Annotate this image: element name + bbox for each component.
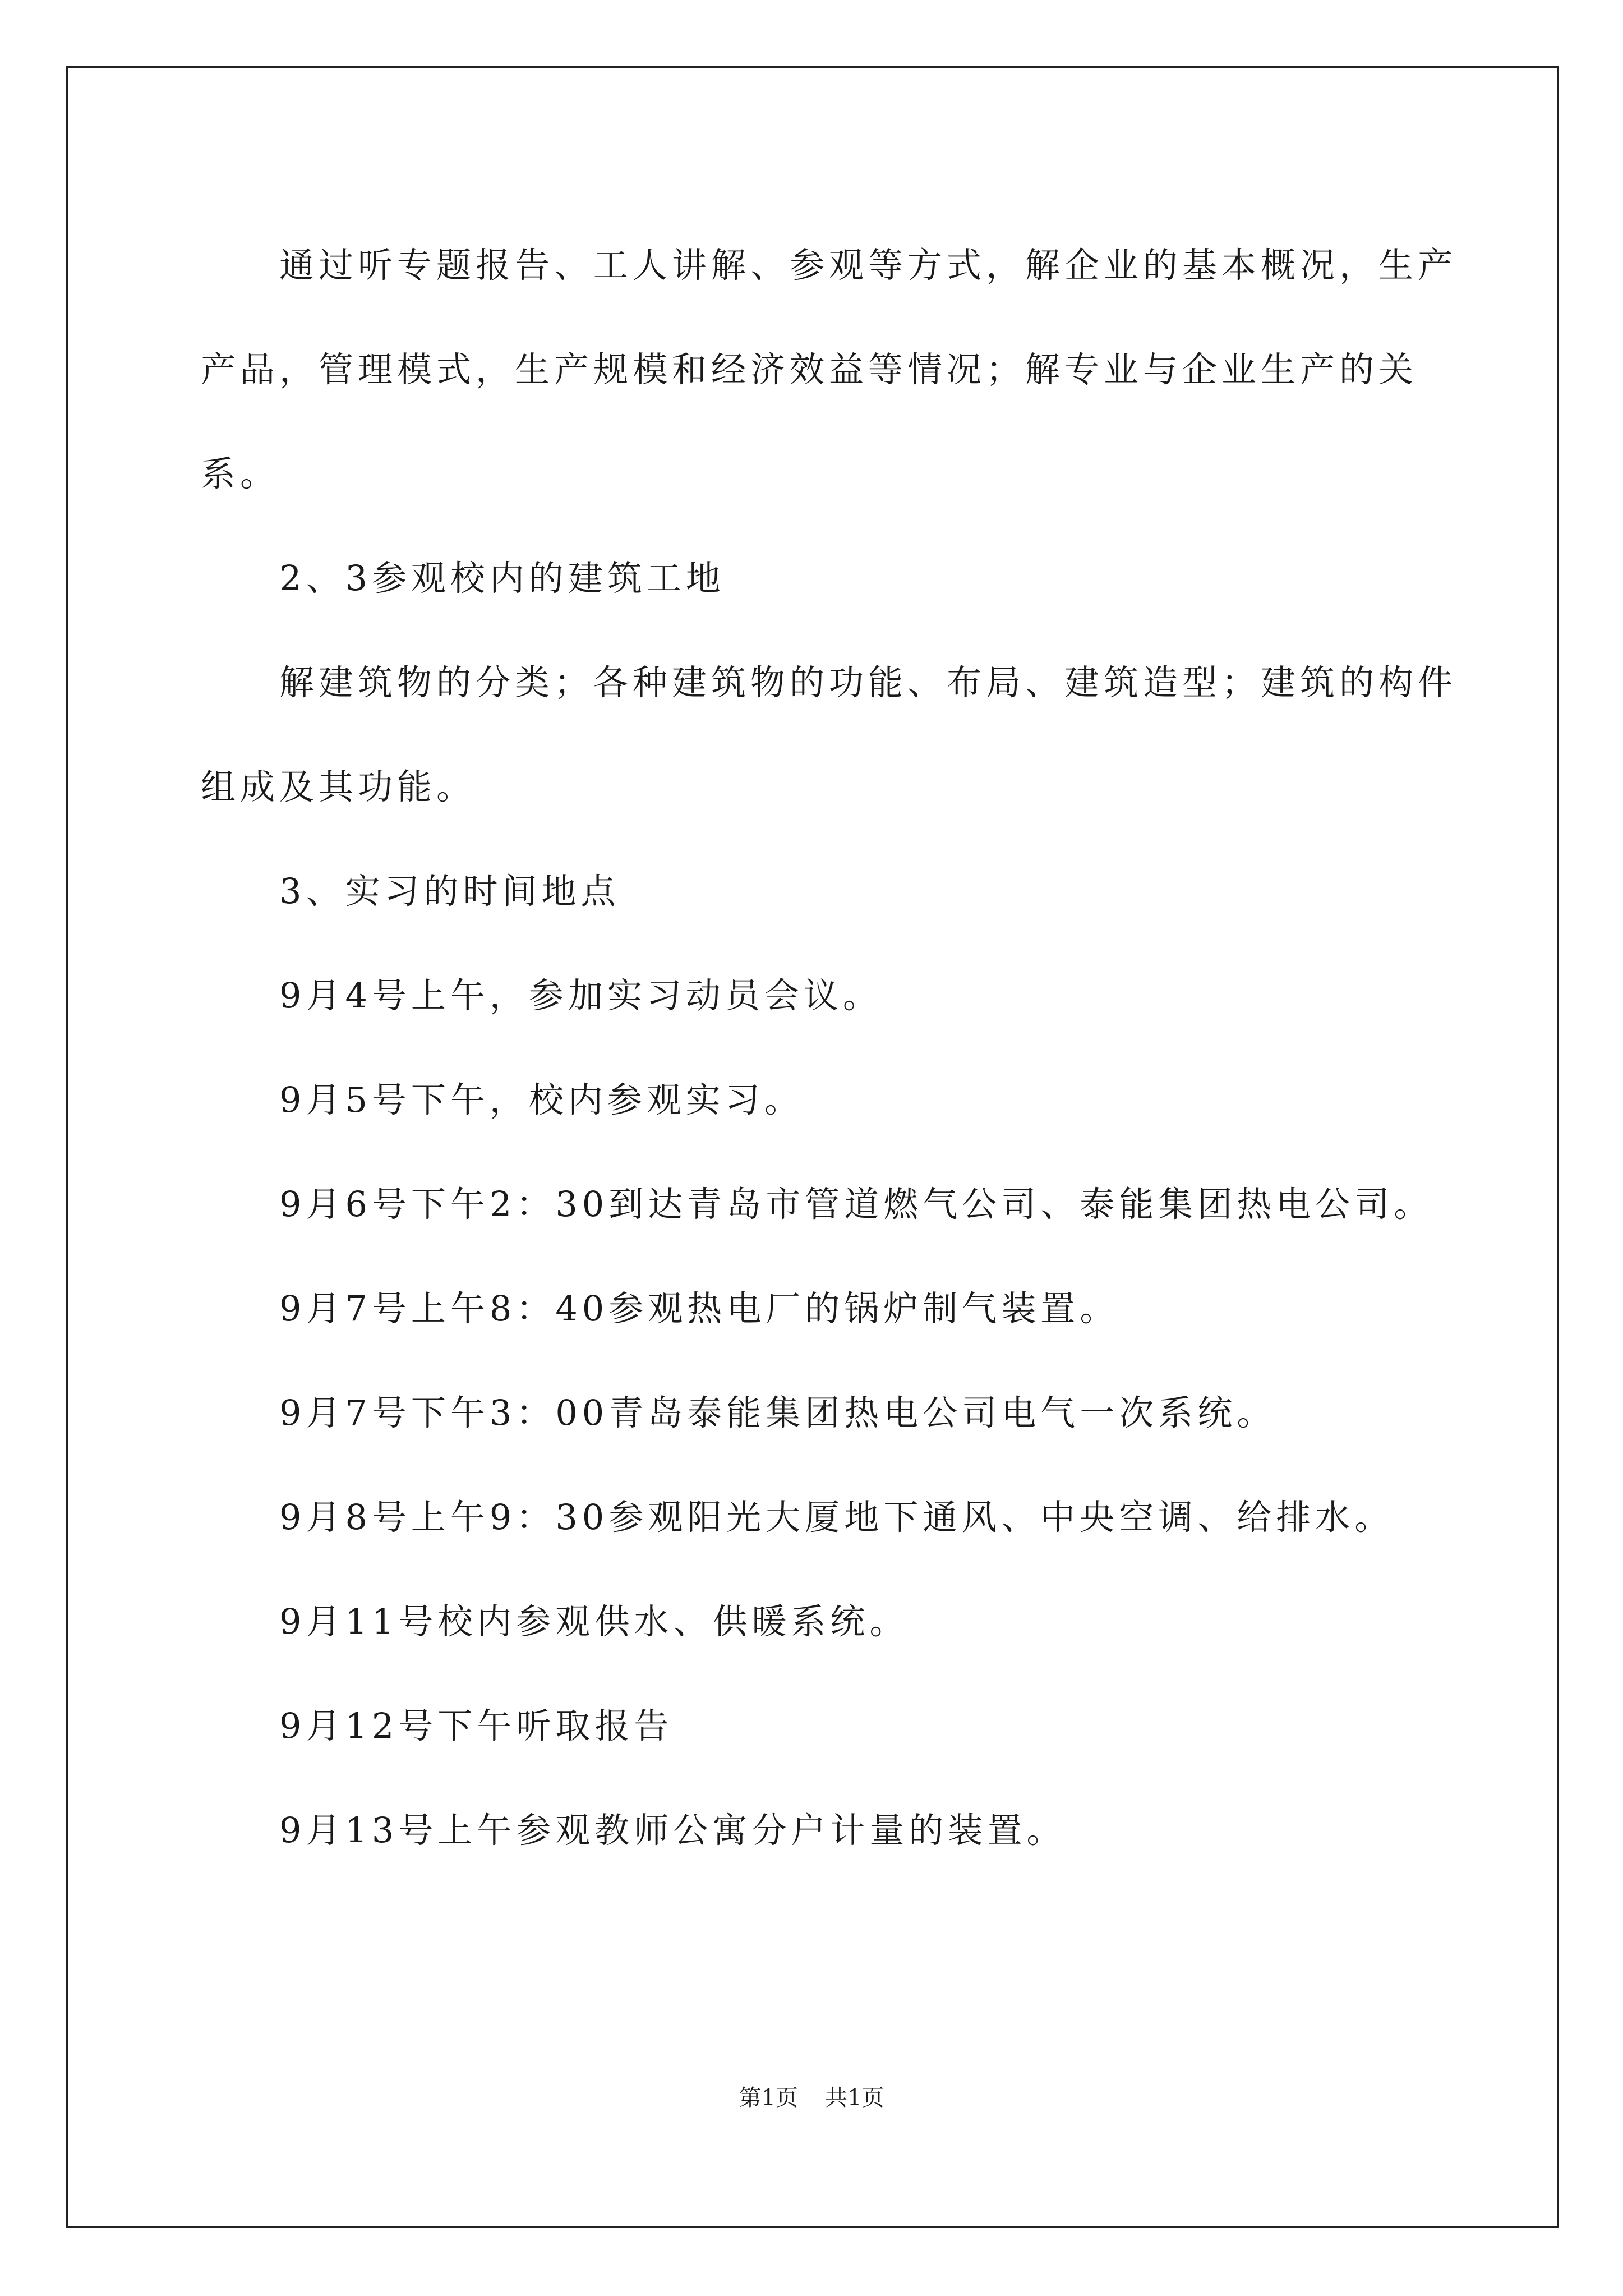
schedule-item: 9月11号校内参观供水、供暖系统。	[279, 1601, 909, 1642]
total-pages-label: 共1页	[825, 2085, 884, 2111]
schedule-item: 9月7号下午3：00青岛泰能集团热电公司电气一次系统。	[279, 1392, 1276, 1433]
page-footer	[0, 2081, 1623, 2115]
schedule-item: 9月7号上午8：40参观热电厂的锅炉制气装置。	[279, 1288, 1119, 1329]
current-page-label: 第1页	[739, 2085, 798, 2111]
schedule-item: 9月4号上午，参加实习动员会议。	[279, 975, 882, 1016]
schedule-item: 9月13号上午参观教师公寓分户计量的装置。	[279, 1810, 1066, 1851]
schedule-item: 9月5号下午，校内参观实习。	[279, 1079, 804, 1120]
document-body	[201, 213, 1457, 1883]
paragraph: 通过听专题报告、工人讲解、参观等方式，解企业的基本概况，生产产品，管理模式，生产规模和经济效益等情况；解专业与企业生产的关系。	[201, 245, 1458, 494]
section-heading: 2、3参观校内的建筑工地	[279, 558, 725, 599]
schedule-item: 9月6号下午2：30到达青岛市管道燃气公司、泰能集团热电公司。	[279, 1184, 1433, 1225]
schedule-item: 9月12号下午听取报告	[279, 1705, 674, 1746]
schedule-item: 9月8号上午9：30参观阳光大厦地下通风、中央空调、给排水。	[279, 1497, 1394, 1538]
paragraph: 解建筑物的分类；各种建筑物的功能、布局、建筑造型；建筑的构件组成及其功能。	[201, 662, 1458, 807]
section-heading: 3、实习的时间地点	[279, 871, 620, 912]
